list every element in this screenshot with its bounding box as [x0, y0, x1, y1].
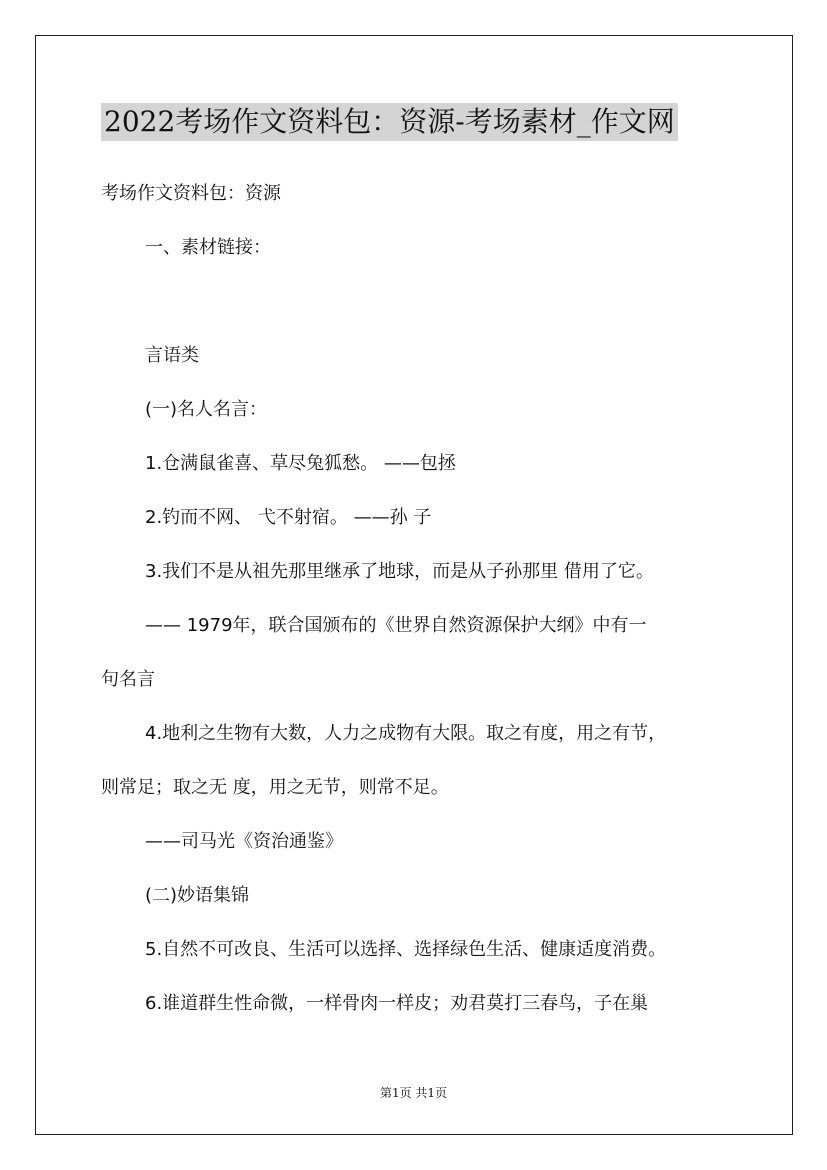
paragraph-line: (二)妙语集锦: [145, 885, 250, 906]
document-title: 2022考场作文资料包：资源-考场素材_作文网: [101, 103, 678, 141]
paragraph-line: ——司马光《资治通鉴》: [145, 831, 343, 852]
paragraph-line: 言语类: [145, 345, 199, 366]
paragraph-line: 考场作文资料包：资源: [101, 183, 281, 204]
page-footer: 第1页 共1页: [379, 1086, 448, 1100]
paragraph-line: 3.我们不是从祖先那里继承了地球，而是从子孙那里 借用了它。: [145, 561, 654, 582]
paragraph-line: 1.仓满鼠雀喜、草尽兔狐愁。 ——包拯: [145, 453, 456, 474]
paragraph-line: (一)名人名言：: [145, 399, 268, 420]
paragraph-line: 6.谁道群生性命微，一样骨肉一样皮；劝君莫打三春鸟，子在巢: [145, 993, 649, 1014]
paragraph-line: 则常足；取之无 度，用之无节，则常不足。: [101, 777, 449, 798]
paragraph-line: 4.地利之生物有大数，人力之成物有大限。取之有度，用之有节，: [145, 723, 667, 744]
paragraph-line: 一、素材链接：: [145, 237, 271, 258]
paragraph-line: 句名言: [101, 669, 155, 690]
paragraph-line: 5.自然不可改良、生活可以选择、选择绿色生活、健康适度消费。: [145, 939, 667, 960]
paragraph-line: —— 1979年，联合国颁布的《世界自然资源保护大纲》中有一: [145, 615, 647, 636]
paragraph-line: 2.钓而不网、 弋不射宿。 ——孙 子: [145, 507, 432, 528]
